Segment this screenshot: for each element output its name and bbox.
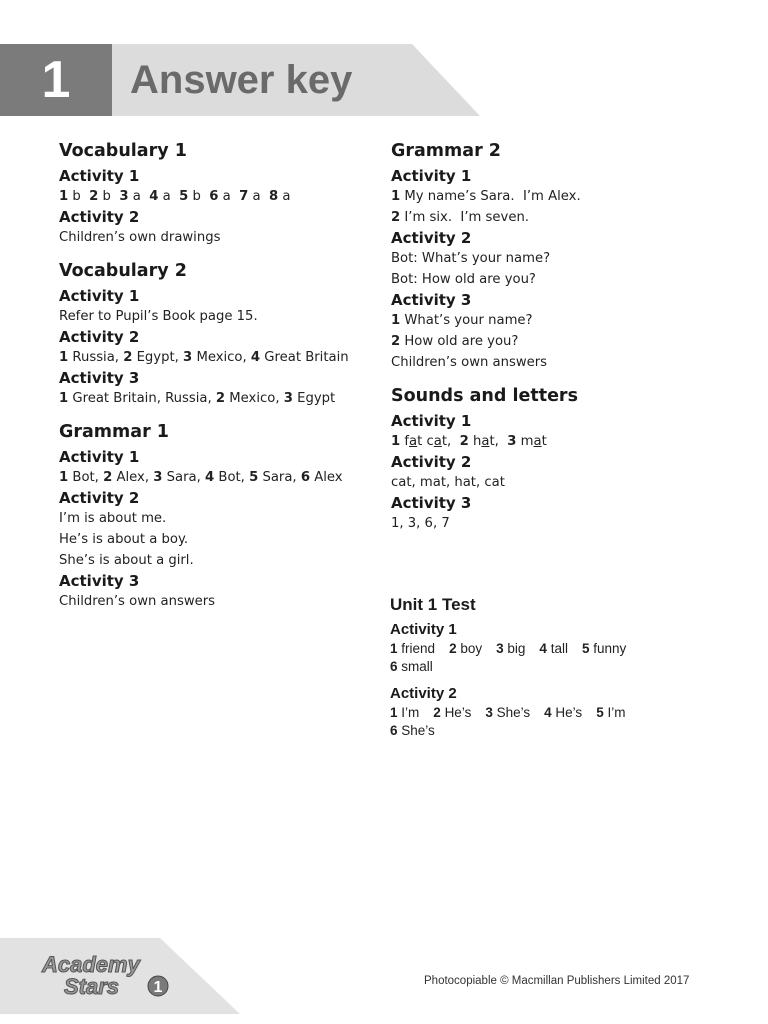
answer-line: She’s is about a girl. xyxy=(59,553,194,568)
section-unit-test xyxy=(390,594,720,740)
activity-heading: Activity 3 xyxy=(391,291,472,309)
answer-line: 6 small xyxy=(390,659,433,674)
answer-line: cat, mat, hat, cat xyxy=(391,475,505,490)
activity-heading: Activity 2 xyxy=(391,453,472,471)
answer-line: 1 fat cat, 2 hat, 3 mat xyxy=(391,434,547,449)
activity-heading: Activity 2 xyxy=(390,685,457,702)
svg-text:1: 1 xyxy=(153,979,163,996)
activity-heading: Activity 1 xyxy=(390,621,457,638)
unit-number: 1 xyxy=(0,44,112,116)
section-sounds-and-letters xyxy=(391,385,711,534)
answer-line: 1, 3, 6, 7 xyxy=(391,516,450,531)
right-column xyxy=(391,140,711,546)
section-title: Vocabulary 2 xyxy=(59,261,187,281)
activity-heading: Activity 3 xyxy=(59,369,140,387)
svg-text:Academy: Academy xyxy=(42,952,140,977)
answer-line: Bot: How old are you? xyxy=(391,272,536,287)
section-grammar-1 xyxy=(59,421,379,612)
answer-line: 2 How old are you? xyxy=(391,334,519,349)
section-grammar-2 xyxy=(391,140,711,373)
answer-line: 1 My name’s Sara. I’m Alex. xyxy=(391,189,581,204)
page-title: Answer key xyxy=(130,58,353,102)
section-title: Unit 1 Test xyxy=(390,595,476,614)
section-title: Grammar 2 xyxy=(391,141,501,161)
answer-line: 1 I’m 2 He’s 3 She’s 4 He’s 5 I’m xyxy=(390,705,626,720)
section-title: Vocabulary 1 xyxy=(59,141,187,161)
answer-line: 1 b 2 b 3 a 4 a 5 b 6 a 7 a 8 a xyxy=(59,189,291,204)
answer-line: 2 I’m six. I’m seven. xyxy=(391,210,529,225)
activity-heading: Activity 2 xyxy=(59,208,140,226)
section-title: Grammar 1 xyxy=(59,422,169,442)
section-title: Sounds and letters xyxy=(391,386,578,406)
svg-text:Stars: Stars xyxy=(64,974,120,999)
answer-line: Refer to Pupil’s Book page 15. xyxy=(59,309,258,324)
activity-heading: Activity 1 xyxy=(391,412,472,430)
activity-heading: Activity 3 xyxy=(59,572,140,590)
activity-heading: Activity 3 xyxy=(391,494,472,512)
answer-line: 1 Bot, 2 Alex, 3 Sara, 4 Bot, 5 Sara, 6 Alex xyxy=(59,470,343,485)
answer-line: 1 What’s your name? xyxy=(391,313,533,328)
copyright-notice: Photocopiable © Macmillan Publishers Limited 2017 xyxy=(424,975,690,987)
answer-line: He’s is about a boy. xyxy=(59,532,189,547)
answer-line: 6 She’s xyxy=(390,723,435,738)
activity-heading: Activity 1 xyxy=(59,448,140,466)
activity-heading: Activity 1 xyxy=(59,287,140,305)
academy-stars-logo xyxy=(40,946,180,1002)
activity-heading: Activity 2 xyxy=(59,328,140,346)
answer-line: I’m is about me. xyxy=(59,511,167,526)
activity-heading: Activity 2 xyxy=(391,229,472,247)
answer-line: Children’s own drawings xyxy=(59,230,221,245)
answer-line: 1 Great Britain, Russia, 2 Mexico, 3 Egypt xyxy=(59,391,336,406)
left-column xyxy=(59,140,379,624)
answer-line: 1 friend 2 boy 3 big 4 tall 5 funny xyxy=(390,641,627,656)
answer-line: Children’s own answers xyxy=(59,594,216,609)
activity-heading: Activity 2 xyxy=(59,489,140,507)
activity-heading: Activity 1 xyxy=(391,167,472,185)
answer-line: Children’s own answers xyxy=(391,355,548,370)
section-vocabulary-2 xyxy=(59,260,379,409)
answer-line: 1 Russia, 2 Egypt, 3 Mexico, 4 Great Britain xyxy=(59,350,349,365)
activity-heading: Activity 1 xyxy=(59,167,140,185)
section-vocabulary-1 xyxy=(59,140,379,248)
answer-line: Bot: What’s your name? xyxy=(391,251,551,266)
